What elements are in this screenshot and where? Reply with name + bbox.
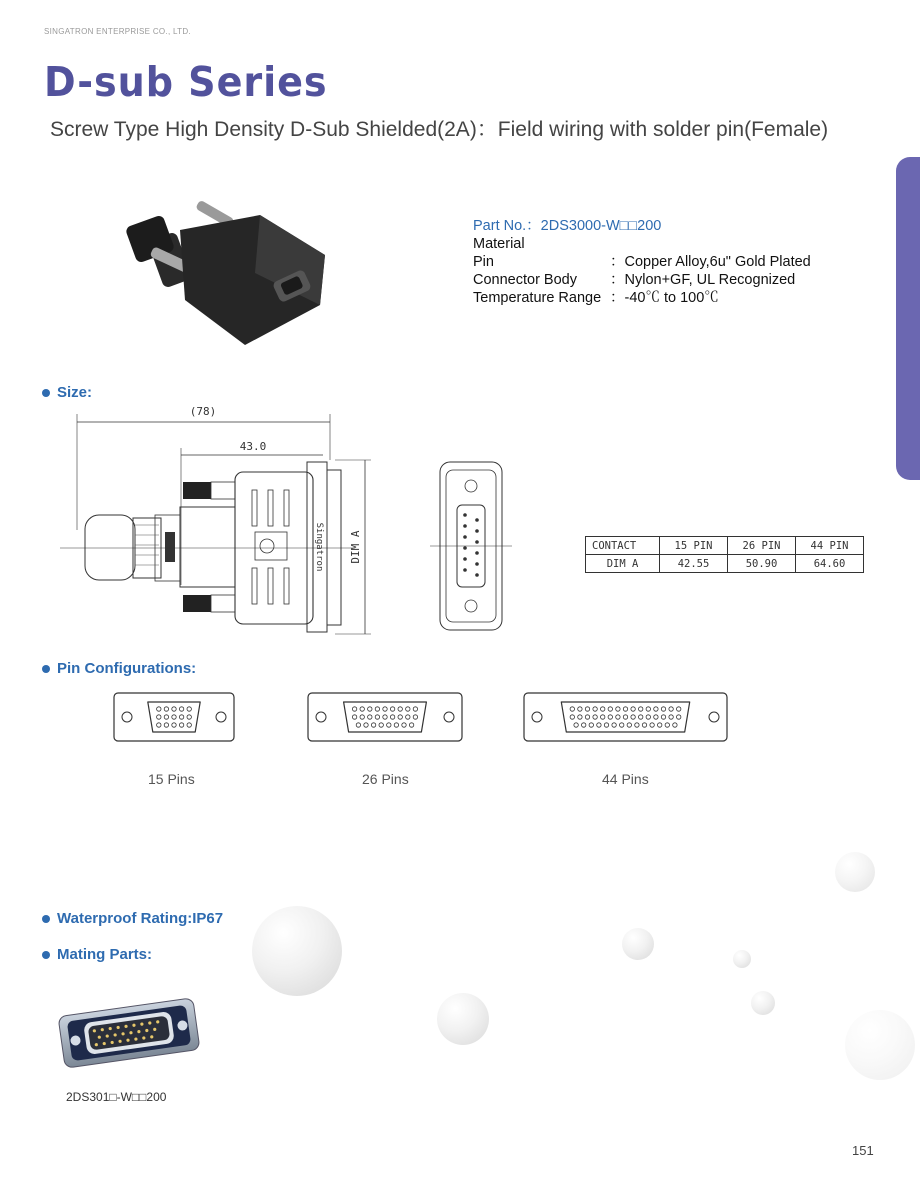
section-mating-parts-label: Mating Parts: [57,946,153,963]
spec-value: ：Copper Alloy,6u" Gold Plated [610,254,811,270]
background-bubble [845,1010,915,1080]
bullet-icon [42,389,50,397]
bullet-icon [42,951,50,959]
spec-row-temperature [473,289,811,307]
product-photo [125,195,340,350]
company-name: SINGATRON ENTERPRISE CO., LTD. [44,27,191,36]
table-header-cell: 15 PIN [660,537,728,555]
specifications [473,217,811,307]
table-header-cell: CONTACT [586,537,660,555]
section-pin-configurations-label: Pin Configurations: [57,660,197,677]
series-title: D-sub Series [44,58,328,106]
section-size [42,384,92,401]
bullet-icon [42,915,50,923]
dim-table [585,536,864,573]
mating-part-photo [55,993,203,1073]
spec-row-pin [473,253,811,271]
background-bubble [835,852,875,892]
dim-body-length: 43.0 [239,440,267,453]
dim-a-label: DIM A [349,530,362,564]
dim-table-row [586,555,864,573]
table-cell: DIM A [586,555,660,573]
side-tab-marker [896,157,920,480]
table-cell: 50.90 [728,555,796,573]
section-pin-configurations [42,660,196,677]
pin-diagram-44 [523,692,728,742]
spec-key: Temperature Range [473,290,602,306]
page-subtitle: Screw Type High Density D-Sub Shielded(2A)：Field wiring with solder pin(Female) [50,118,829,141]
background-bubble [252,906,342,996]
background-bubble [751,991,775,1015]
background-bubble [622,928,654,960]
section-waterproof-label: Waterproof Rating:IP67 [57,910,224,927]
pin-caption-44: 44 Pins [602,771,649,787]
pin-diagram-15 [113,692,235,742]
connector-outline [524,693,727,741]
connector-outline [308,693,462,741]
brand-mark: Singatron [314,522,324,572]
dim-overall-length: (78) [189,405,217,418]
part-number: Part No.：2DS3000-W□□200 [473,218,662,234]
page-number: 151 [852,1143,874,1158]
spec-value: ：Nylon+GF, UL Recognized [610,272,796,288]
dim-table-header-row [586,537,864,555]
size-drawing-front [430,460,515,635]
table-cell: 64.60 [796,555,864,573]
spec-key: Connector Body [473,272,577,288]
section-waterproof [42,910,223,927]
table-header-cell: 44 PIN [796,537,864,555]
table-cell: 42.55 [660,555,728,573]
size-drawing-side [55,400,385,640]
section-size-label: Size: [57,384,93,401]
pin-caption-26: 26 Pins [362,771,409,787]
spec-key: Pin [473,254,494,270]
spec-row-connector-body [473,271,811,289]
table-header-cell: 26 PIN [728,537,796,555]
background-bubble [733,950,751,968]
pin-caption-15: 15 Pins [148,771,195,787]
pin-diagram-26 [307,692,463,742]
background-bubble [437,993,489,1045]
material-label: Material [473,236,525,252]
mating-part-label: 2DS301□-W□□200 [66,1090,167,1104]
section-mating-parts [42,946,152,963]
spec-value: ：-40℃ to 100℃ [610,290,719,306]
bullet-icon [42,665,50,673]
